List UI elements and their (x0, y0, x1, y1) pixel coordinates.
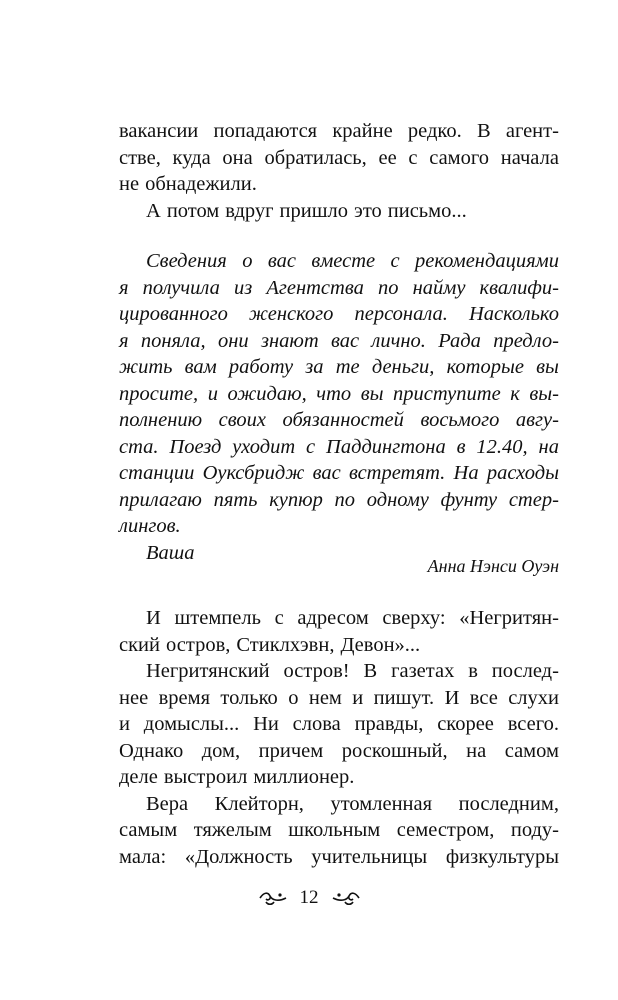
page-footer (0, 887, 618, 909)
text-line: я поняла, они знают вас лично. Рада предло- (119, 329, 559, 352)
text-line: жить вам работу за те деньги, которые вы (119, 356, 559, 378)
text-line: Сведения о вас вместе с рекомендациями (146, 250, 559, 272)
text-line: просите, и ожидаю, что вы приступите к вы- (119, 382, 559, 405)
letter-signature: Анна Нэнси Оуэн (427, 556, 559, 576)
text-line: самым тяжелым школьным семестром, поду- (119, 819, 559, 841)
text-line: А потом вдруг пришло это письмо... (146, 199, 467, 222)
text-line: прилагаю пять купюр по одному фунту стер- (119, 488, 559, 511)
text-line: и домыслы... Ни слова правды, скорее всего. (119, 713, 559, 735)
text-line: Вера Клейторн, утомленная последним, (146, 792, 559, 815)
page-number: 12 (299, 887, 319, 908)
text-line: стве, куда она обратилась, ее с самого начала (119, 146, 559, 169)
text-line: мала: «Должность учительницы физкультуры (119, 845, 559, 868)
text-line: станции Оуксбридж вас встретят. На расходы (119, 462, 559, 484)
text-line: лингов. (119, 515, 181, 537)
right-ornament-icon (331, 890, 361, 906)
left-ornament-icon (258, 890, 288, 906)
text-line: цированного женского персонала. Насколько (119, 303, 559, 325)
body-text-bottom (119, 605, 559, 870)
text-line: нее время только о нем и пишут. И все слухи (119, 686, 559, 709)
text-line: Негритянский остров! В газетах в послед- (146, 660, 559, 682)
text-line: ста. Поезд уходит с Паддингтона в 12.40, на (119, 435, 559, 458)
text-line: И штемпель с адресом сверху: «Негритян- (146, 607, 559, 629)
letter-text (119, 248, 559, 566)
body-text-top (119, 118, 559, 224)
text-line: полнению своих обязанностей восьмого авгу- (119, 409, 559, 431)
text-line: вакансии попадаются крайне редко. В агент- (119, 120, 559, 142)
text-line: Однако дом, причем роскошный, на самом (119, 739, 559, 762)
text-line: деле выстроил миллионер. (119, 766, 355, 788)
text-line: я получила из Агентства по найму квалифи- (119, 276, 559, 299)
text-line: Ваша (146, 541, 195, 564)
text-line: ский остров, Стиклхэвн, Девон»... (119, 633, 421, 656)
text-line: не обнадежили. (119, 173, 257, 195)
